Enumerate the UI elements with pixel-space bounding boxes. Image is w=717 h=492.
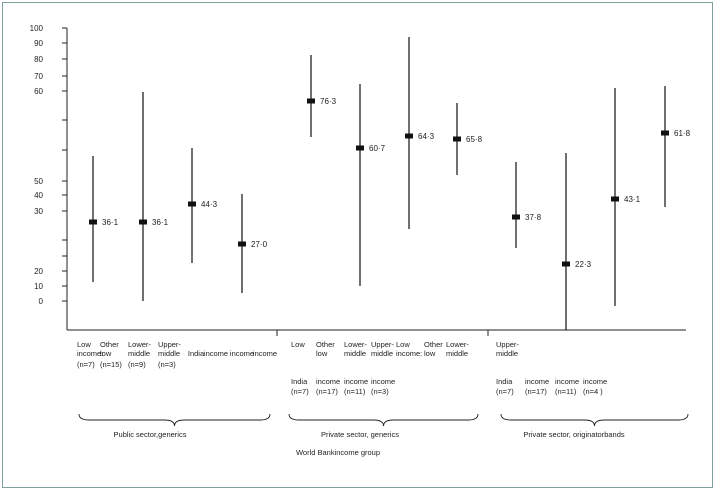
category-label: middle (158, 349, 181, 358)
category-label: income (371, 377, 396, 386)
category-label: (n=17) (525, 387, 547, 396)
group-name: Private sector, generics (321, 430, 399, 439)
y-tick-label: 50 (34, 177, 43, 186)
error-bar-point (307, 99, 315, 104)
category-label: (n=7) (496, 387, 514, 396)
category-label: (n=17) (316, 387, 338, 396)
category-label: middle (371, 349, 394, 358)
category-label: (n=11) (344, 387, 366, 396)
category-label: income (252, 349, 278, 358)
error-bar-point (611, 197, 619, 202)
category-label: Lower- (128, 340, 151, 349)
category-label: low (424, 349, 436, 358)
y-tick-label: 30 (34, 207, 43, 216)
category-label: middle (128, 349, 151, 358)
category-label: (n=7) (291, 387, 309, 396)
category-label: India (496, 377, 513, 386)
category-label: Low (291, 340, 305, 349)
category-label: Other (424, 340, 443, 349)
category-label: low (316, 349, 328, 358)
category-label: Upper- (371, 340, 394, 349)
category-labels (77, 340, 607, 396)
category-label: (n=9) (128, 360, 146, 369)
group-brace (79, 414, 270, 426)
category-label: (n=7) (77, 360, 95, 369)
y-tick-label: 40 (34, 191, 43, 200)
group-brace (501, 414, 688, 426)
category-label: (n=4 ) (583, 387, 603, 396)
error-bar-point (453, 137, 461, 142)
group-name: Private sector, originatorbands (523, 430, 625, 439)
category-label: low (100, 349, 112, 358)
data-label: 64·3 (418, 132, 435, 141)
category-label: Upper- (158, 340, 181, 349)
category-label: income (555, 377, 580, 386)
y-ticks (30, 24, 67, 306)
category-label: income: (396, 349, 423, 358)
error-bar-point (188, 202, 196, 207)
data-label: 61·8 (674, 129, 691, 138)
error-bars (89, 37, 691, 330)
category-label: Low (77, 340, 91, 349)
y-tick-label: 80 (34, 55, 43, 64)
category-label: (n=11) (555, 387, 577, 396)
y-tick-label: 20 (34, 267, 43, 276)
category-label: income (316, 377, 341, 386)
category-label: income (229, 349, 255, 358)
category-label: Lower- (344, 340, 367, 349)
y-tick-label: 60 (34, 87, 43, 96)
category-label: Lower- (446, 340, 469, 349)
y-tick-label: 100 (29, 24, 43, 33)
data-label: 44·3 (201, 200, 218, 209)
category-label: Other (100, 340, 119, 349)
category-label: income (583, 377, 608, 386)
category-label: (n=15) (100, 360, 122, 369)
y-tick-label: 10 (34, 282, 43, 291)
group-braces (79, 414, 688, 439)
category-label: income (525, 377, 550, 386)
category-label: income: (77, 349, 104, 358)
y-tick-label: 70 (34, 72, 43, 81)
data-label: 37·8 (525, 213, 542, 222)
y-tick-label: 90 (34, 39, 43, 48)
category-label: middle (344, 349, 367, 358)
category-label: middle (496, 349, 519, 358)
x-axis-title: World Bankincome group (295, 448, 381, 457)
error-bar-point (139, 220, 147, 225)
data-label: 22·3 (575, 260, 592, 269)
data-label: 76·3 (320, 97, 337, 106)
category-label: India (187, 349, 205, 358)
category-label: (n=3) (158, 360, 176, 369)
category-label: Other (316, 340, 335, 349)
category-label: income (344, 377, 369, 386)
group-name: Public sector,generics (113, 430, 187, 439)
error-bar-point (661, 131, 669, 136)
error-bar-point (405, 134, 413, 139)
data-label: 36·1 (152, 218, 169, 227)
data-label: 36·1 (102, 218, 119, 227)
category-label: India (291, 377, 308, 386)
data-label: 60·7 (369, 144, 386, 153)
error-bar-point (238, 242, 246, 247)
error-bar-point (562, 262, 570, 267)
category-label: Low (396, 340, 410, 349)
category-label: middle (446, 349, 469, 358)
group-brace (289, 414, 478, 426)
error-bar-point (512, 215, 520, 220)
data-label: 27·0 (251, 240, 268, 249)
error-bar-point (89, 220, 97, 225)
data-label: 43·1 (624, 195, 641, 204)
category-label: (n=3) (371, 387, 389, 396)
error-bar-point (356, 146, 364, 151)
category-label: Upper- (496, 340, 519, 349)
x-group-dividers (277, 330, 488, 336)
category-label: income (203, 349, 229, 358)
y-tick-label: 0 (38, 297, 43, 306)
data-label: 65·8 (466, 135, 483, 144)
